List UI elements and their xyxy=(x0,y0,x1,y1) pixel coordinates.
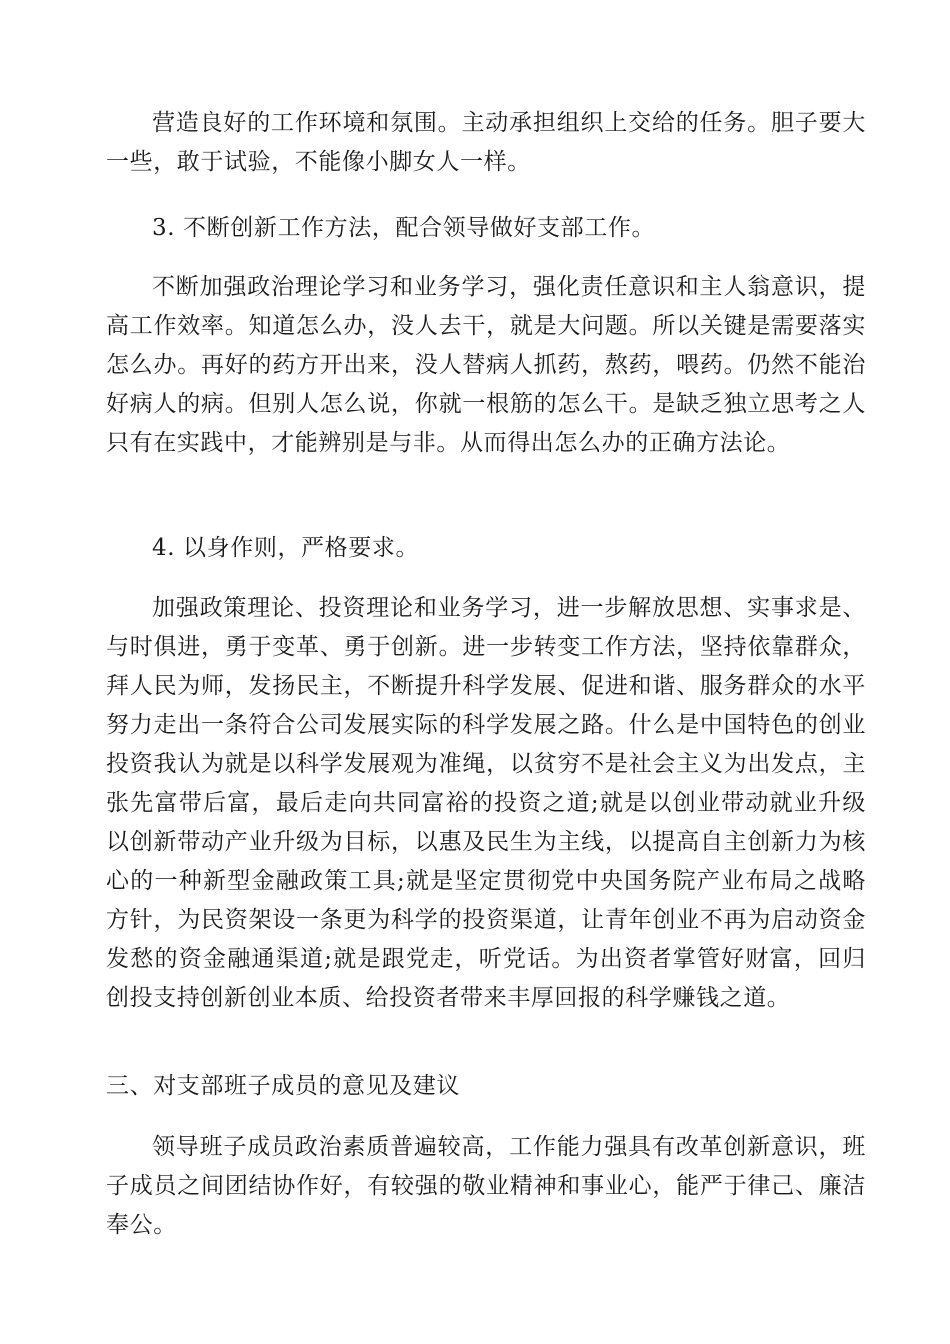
paragraph-study: 不断加强政治理论学习和业务学习，强化责任意识和主人翁意识，提高工作效率。知道怎么办，没人去干，就是大问题。所以关键是需要落实怎么办。再好的药方开出来，没人替病人抓药，熬药，喂药。仍然不能治好病人的病。但别人怎么说，你就一根筋的怎么干。是缺乏独立思考之人只有在实践中，才能辨别是与非。从而得出怎么办的正确方法论。 xyxy=(106,274,866,456)
section-heading-3: 三、对支部班子成员的意见及建议 xyxy=(106,1073,460,1099)
heading-item-3: 3. 不断创新工作方法，配合领导做好支部工作。 xyxy=(152,215,656,241)
paragraph-leadership: 领导班子成员政治素质普遍较高，工作能力强具有改革创新意识，班子成员之间团结协作好，有较强的敬业精神和事业心，能严于律己、廉洁奉公。 xyxy=(106,1134,866,1238)
paragraph-investment: 加强政策理论、投资理论和业务学习，进一步解放思想、实事求是、与时俱进，勇于变革、勇于创新。进一步转变工作方法，坚持依靠群众，拜人民为师，发扬民主，不断提升科学发展、促进和谐、服务群众的水平努力走出一条符合公司发展实际的科学发展之路。什么是中国特色的创业投资我认为就是以科学发展观为准绳，以贫穷不是社会主义为出发点，主张先富带后富，最后走向共同富裕的投资之道;就是以创业带动就业升级以创新带动产业升级为目标，以惠及民生为主线，以提高自主创新力为核心的一种新型金融政策工具;就是坚定贯彻党中央国务院产业布局之战略方针，为民资架设一条更为科学的投资渠道，让青年创业不再为启动资金发愁的资金融通渠道;就是跟党走，听党话。为出资者掌管好财富，回归创投支持创新创业本质、给投资者带来丰厚回报的科学赚钱之道。 xyxy=(106,595,866,1011)
heading-item-4: 4. 以身作则，严格要求。 xyxy=(152,535,420,561)
paragraph-environment: 营造良好的工作环境和氛围。主动承担组织上交给的任务。胆子要大一些，敢于试验，不能像小脚女人一样。 xyxy=(106,110,866,175)
